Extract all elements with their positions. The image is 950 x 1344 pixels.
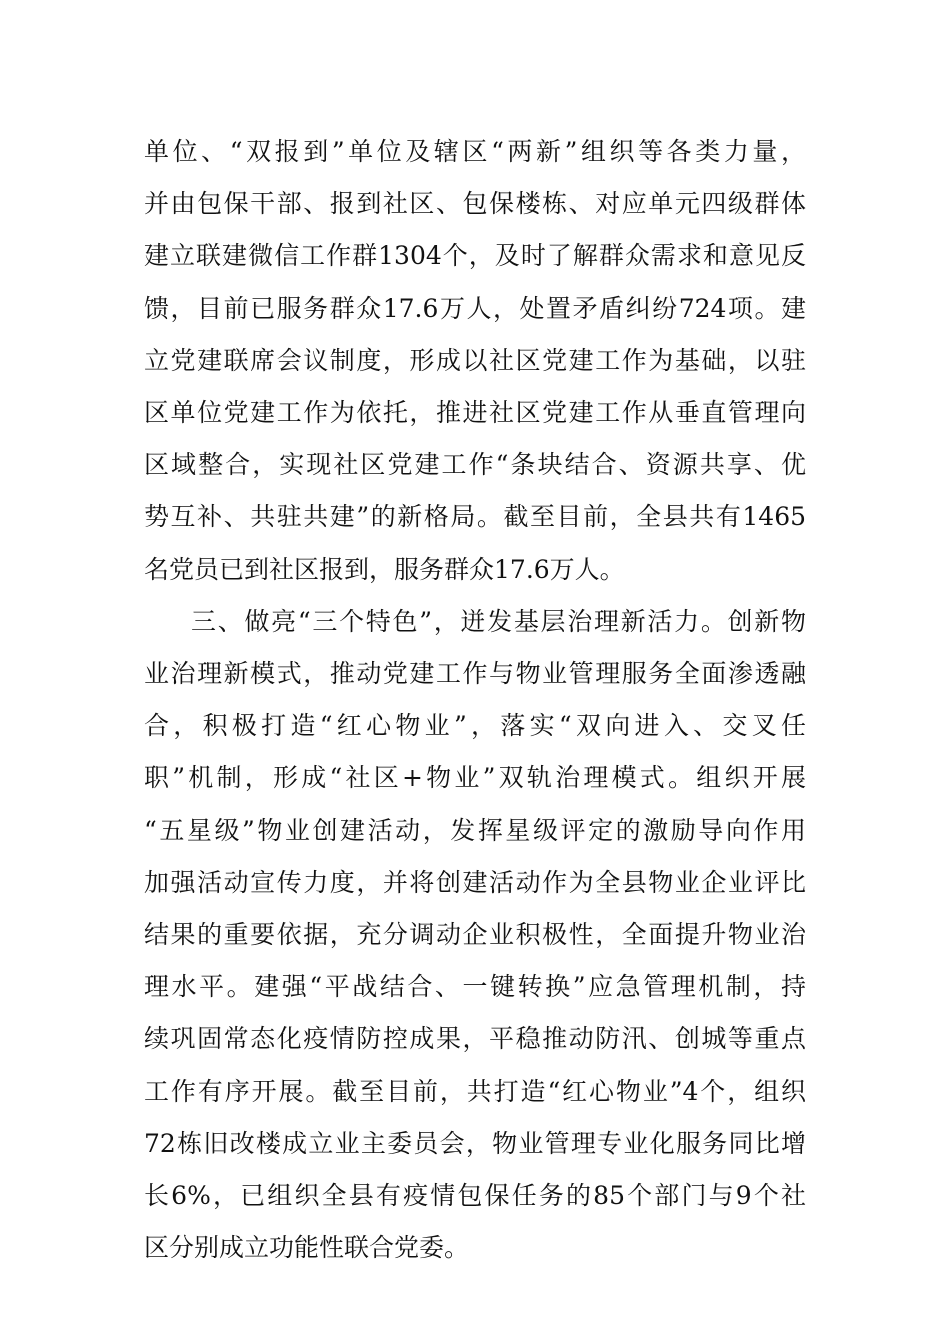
text-line-20: 72栋旧改楼成立业主委员会，物业管理专业化服务同比增 xyxy=(144,1128,806,1158)
text-line-22: 区分别成立功能性联合党委。 xyxy=(144,1233,470,1263)
text-line-18: 续巩固常态化疫情防控成果，平稳推动防汛、创城等重点 xyxy=(144,1024,806,1054)
text-line-13: 职”机制，形成“社区+物业”双轨治理模式。组织开展 xyxy=(144,763,806,793)
text-line-15: 加强活动宣传力度，并将创建活动作为全县物业企业评比 xyxy=(144,867,806,897)
text-line-4: 馈，目前已服务群众17.6万人，处置矛盾纠纷724项。建 xyxy=(144,293,806,323)
text-line-7: 区域整合，实现社区党建工作“条块结合、资源共享、优 xyxy=(144,450,806,480)
text-line-17: 理水平。建强“平战结合、一键转换”应急管理机制，持 xyxy=(144,972,806,1002)
text-line-6: 区单位党建工作为依托，推进社区党建工作从垂直管理向 xyxy=(144,398,806,428)
text-line-8: 势互补、共驻共建”的新格局。截至目前，全县共有1465 xyxy=(144,502,806,532)
text-line-12: 合，积极打造“红心物业”，落实“双向进入、交叉任 xyxy=(144,711,806,741)
text-line-10: 三、做亮“三个特色”，迸发基层治理新活力。创新物 xyxy=(191,606,806,636)
text-line-3: 建立联建微信工作群1304个，及时了解群众需求和意见反 xyxy=(144,241,806,271)
text-line-14: “五星级”物业创建活动，发挥星级评定的激励导向作用 xyxy=(144,815,806,845)
document-page xyxy=(144,126,806,1274)
text-line-16: 结果的重要依据，充分调动企业积极性，全面提升物业治 xyxy=(144,920,806,950)
text-line-1: 单位、“双报到”单位及辖区“两新”组织等各类力量， xyxy=(144,137,806,166)
text-line-11: 业治理新模式，推动党建工作与物业管理服务全面渗透融 xyxy=(144,659,806,689)
text-line-21: 长6%，已组织全县有疫情包保任务的85个部门与9个社 xyxy=(144,1181,806,1211)
text-line-5: 立党建联席会议制度，形成以社区党建工作为基础，以驻 xyxy=(144,345,806,375)
text-line-9: 名党员已到社区报到，服务群众17.6万人。 xyxy=(144,554,625,584)
text-line-19: 工作有序开展。截至目前，共打造“红心物业”4个，组织 xyxy=(144,1076,806,1106)
text-line-2: 并由包保干部、报到社区、包保楼栋、对应单元四级群体 xyxy=(144,189,806,219)
